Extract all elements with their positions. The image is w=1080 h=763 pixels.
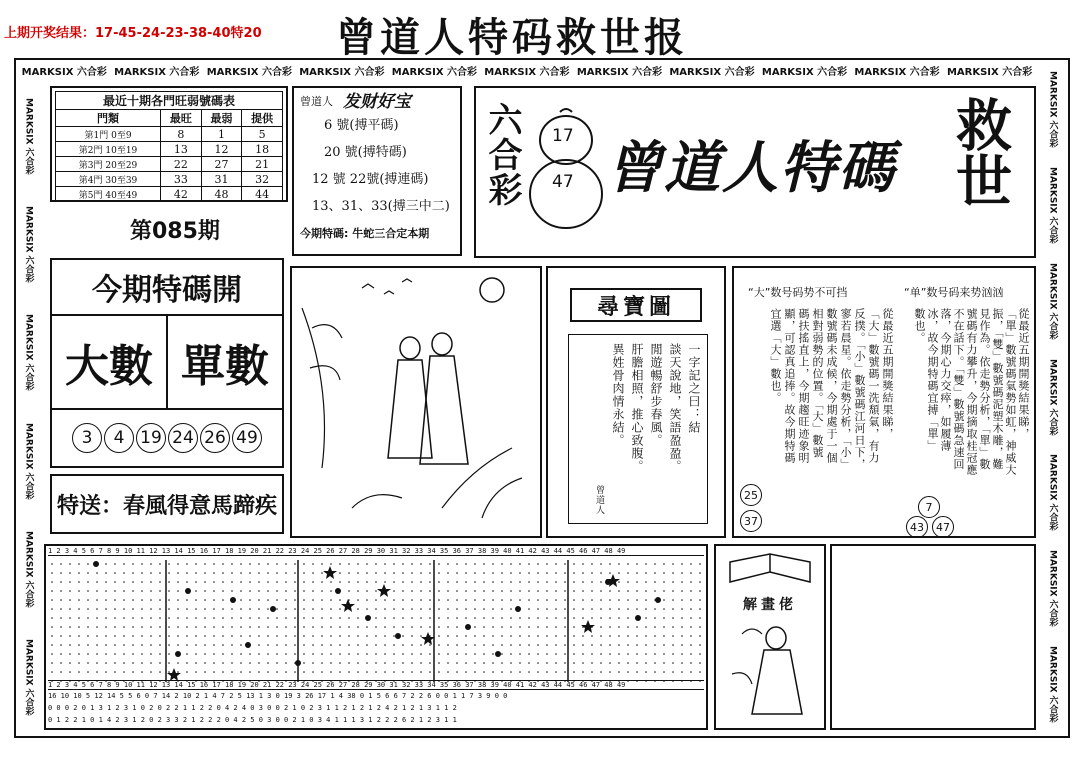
number-ball: 25 xyxy=(740,484,762,506)
column-header: 最弱 xyxy=(201,110,242,127)
strip-label: MARKSIX 六合彩 xyxy=(1047,358,1058,436)
strip-label: MARKSIX 六合彩 xyxy=(23,97,34,175)
strip-label: MARKSIX 六合彩 xyxy=(1047,71,1058,149)
table-cell: 1 xyxy=(201,127,242,142)
trend-table-title: 最近十期各門旺弱號碼表 xyxy=(56,92,283,110)
column-header: 最旺 xyxy=(161,110,202,127)
strip-label: MARKSIX 六合彩 xyxy=(761,66,848,78)
table-cell: 18 xyxy=(242,142,283,157)
numbers-grid xyxy=(44,544,708,730)
table-cell: 22 xyxy=(161,157,202,172)
grid-stat-row: 0 0 0 2 0 1 3 1 2 3 1 0 2 0 2 2 1 1 2 2 0 4 2 4 0 3 0 0 2 1 0 2 3 1 1 2 1 2 1 2 4 2 1 2 1 3 1 1 2 xyxy=(48,704,457,712)
recommend-heading-right: 发财好宝 xyxy=(343,92,411,112)
strip-label: MARKSIX 六合彩 xyxy=(23,422,34,500)
table-cell: 5 xyxy=(242,127,283,142)
strip-label: MARKSIX 六合彩 xyxy=(23,639,34,717)
number-ball: 3 xyxy=(72,423,102,453)
special-big: 大數 xyxy=(52,316,168,408)
number-ball: 26 xyxy=(200,423,230,453)
special-numbers xyxy=(50,408,284,468)
analysis-line: 寥若晨星。依走勢分析，「小」 xyxy=(839,308,852,471)
table-cell: 42 xyxy=(161,187,202,202)
analysis-line: 從最近五期開獎結果睇， xyxy=(881,308,894,440)
logo-ball-top: 17 xyxy=(552,126,574,146)
table-row xyxy=(56,127,283,142)
table-cell: 第1門 0至9 xyxy=(56,127,161,142)
strip-label: MARKSIX 六合彩 xyxy=(391,66,478,78)
analysis-line: 相對弱勢的位置。「大」數號 xyxy=(811,308,824,459)
analysis-line: 顯，可認真追捧。故今期特碼 xyxy=(783,308,796,464)
table-cell: 44 xyxy=(242,187,283,202)
recommend-line: 6 號(搏平碼) xyxy=(324,118,399,133)
treasure-signature: 曾道人 xyxy=(594,485,604,515)
logo-title-right: 救世 xyxy=(947,96,1013,208)
treasure-line: 肝膽相照，推心致腹。 xyxy=(630,343,644,473)
analysis-line: 「大」數號碼一洗頹氣，有力 xyxy=(867,308,880,464)
grid-dots xyxy=(48,560,704,682)
special-single: 單數 xyxy=(181,341,269,392)
grid-stat-row: 0 1 2 2 1 0 1 4 2 3 1 2 0 2 3 3 2 1 2 2 2 0 4 2 5 0 3 0 0 2 1 0 3 4 1 1 1 3 1 2 2 2 6 2 1 2 3 1 1 xyxy=(48,716,457,724)
special-code-box xyxy=(50,258,284,410)
treasure-line: 閒遊暢舒步春風。 xyxy=(649,343,663,447)
table-row xyxy=(56,157,283,172)
logo-ball-bottom: 47 xyxy=(552,172,574,192)
logo-banner xyxy=(474,86,1036,258)
strip-label: MARKSIX 六合彩 xyxy=(1047,167,1058,244)
analysis-line: 數號碼未成候，今期處于一個 xyxy=(825,308,838,464)
strip-label: MARKSIX 六合彩 xyxy=(946,66,1033,78)
analysis-left-text xyxy=(764,308,894,528)
strip-label: MARKSIX 六合彩 xyxy=(299,66,385,78)
table-row xyxy=(56,172,283,187)
trend-table-box xyxy=(50,86,288,202)
analysis-line: 「單」數號碼氣勢如虹，神威大 xyxy=(1004,308,1017,476)
analysis-line: 從最近五期開獎結果睇， xyxy=(1017,308,1030,440)
strip-label: MARKSIX 六合彩 xyxy=(1047,645,1058,723)
analysis-line: 落，今期心力交瘁，如履薄 xyxy=(939,308,952,452)
logo-left-chars: 六合彩 xyxy=(482,102,522,207)
analysis-line: 數也。 xyxy=(913,308,926,344)
recommend-line: 12 號 22號(搏連碼) xyxy=(312,172,429,187)
column-header: 門類 xyxy=(56,110,161,127)
number-ball: 43 xyxy=(906,516,928,538)
trend-table xyxy=(55,91,283,202)
marksix-strip-top xyxy=(18,60,1036,80)
strip-label: MARKSIX 六合彩 xyxy=(1047,550,1058,627)
strip-label: MARKSIX 六合彩 xyxy=(1047,454,1058,532)
table-cell: 8 xyxy=(161,127,202,142)
number-ball: 37 xyxy=(740,510,762,532)
analysis-line: 冰，故今期特碼宜搏「單」 xyxy=(926,308,939,452)
table-cell: 12 xyxy=(201,142,242,157)
analysis-line: 振，「雙」數號碼泥塑木雕，難 xyxy=(991,308,1004,471)
illustration-box xyxy=(290,266,542,538)
treasure-box xyxy=(546,266,726,538)
treasure-line: 一字記之曰：結 xyxy=(687,343,701,434)
analysis-line: 碼扶搖直上，今期趨旺迹象明 xyxy=(797,308,810,464)
grid-header: 1 2 3 4 5 6 7 8 9 10 11 12 13 14 15 16 17 18 19 20 21 22 23 24 25 26 27 28 29 30 31 32 33 34 35 36 37 38 39 40 41 42 43 44 45 46 47 48 49 xyxy=(48,547,704,556)
marksix-strip-left xyxy=(18,82,40,732)
analysis-line: 號碼有力攀升，今期摘取桂冠應 xyxy=(965,308,978,476)
table-cell: 13 xyxy=(161,142,202,157)
table-cell: 48 xyxy=(201,187,242,202)
grid-stat-row: 16 10 10 5 12 14 5 5 6 0 7 14 2 10 2 1 4 7 2 5 13 1 3 0 19 3 26 17 1 4 38 0 1 5 6 6 7 2 2 6 0 0 1 1 7 3 9 0 0 xyxy=(48,692,508,700)
logo-title: 曾道人特碼 xyxy=(606,135,896,201)
table-cell: 21 xyxy=(242,157,283,172)
previous-result: 上期开奖结果：17-45-24-23-38-40特20 xyxy=(4,26,262,41)
immortal-illustration xyxy=(722,614,820,724)
marksix-strip-right xyxy=(1042,62,1064,732)
number-ball: 24 xyxy=(168,423,198,453)
analysis-line: 見作為。依走勢分析，「單」數 xyxy=(978,308,991,471)
issue-number: 第085期 xyxy=(130,219,220,244)
column-header: 提供 xyxy=(242,110,283,127)
number-ball: 7 xyxy=(918,496,940,518)
strip-label: MARKSIX 六合彩 xyxy=(854,66,940,78)
number-ball: 47 xyxy=(932,516,954,538)
table-cell: 27 xyxy=(201,157,242,172)
blank-box xyxy=(830,544,1036,730)
recommend-line: 今期特碼: 牛蛇三合定本期 xyxy=(300,227,430,240)
analysis-line: 反撲。「小」數號碼江河日下， xyxy=(853,308,866,471)
recommend-heading-left: 曾道人 xyxy=(300,95,333,108)
analysis-line: 不在話下。「雙」數號碼急速回 xyxy=(952,308,965,471)
gourd-icon xyxy=(526,106,608,230)
table-row xyxy=(56,142,283,157)
strip-label: MARKSIX 六合彩 xyxy=(23,206,34,283)
strip-label: MARKSIX 六合彩 xyxy=(484,66,570,78)
strip-label: MARKSIX 六合彩 xyxy=(669,66,755,78)
treasure-title: 尋寶圖 xyxy=(570,288,702,322)
special-send: 特送：春風得意馬蹄疾 xyxy=(50,474,284,534)
strip-label: MARKSIX 六合彩 xyxy=(1047,262,1058,340)
treasure-line: 談天說地，笑語盈盈。 xyxy=(668,343,682,473)
strip-label: MARKSIX 六合彩 xyxy=(23,314,34,392)
table-cell: 32 xyxy=(242,172,283,187)
riddle-title: 解畫佬 xyxy=(743,597,797,613)
two-scholars-illustration xyxy=(292,268,540,536)
treasure-scroll xyxy=(568,334,708,524)
strip-label: MARKSIX 六合彩 xyxy=(23,531,34,608)
strip-label: MARKSIX 六合彩 xyxy=(114,66,200,78)
analysis-heading-right: “单”数号码来势汹汹 xyxy=(904,286,1004,299)
strip-label: MARKSIX 六合彩 xyxy=(21,66,107,78)
number-ball: 4 xyxy=(104,423,134,453)
table-cell: 33 xyxy=(161,172,202,187)
number-ball: 49 xyxy=(232,423,262,453)
grid-footer-header: 1 2 3 4 5 6 7 8 9 10 11 12 13 14 15 16 17 18 19 20 21 22 23 24 25 26 27 28 29 30 31 32 33 34 35 36 37 38 39 40 41 42 43 44 45 46 47 48 49 xyxy=(48,680,704,690)
table-cell: 第4門 30至39 xyxy=(56,172,161,187)
analysis-line: 宜選「大」數也。 xyxy=(769,308,782,404)
table-cell: 第2門 10至19 xyxy=(56,142,161,157)
analysis-box xyxy=(732,266,1036,538)
analysis-right-text xyxy=(912,308,1030,498)
recommend-line: 13、31、33(搏三中二) xyxy=(312,199,450,214)
table-cell: 31 xyxy=(201,172,242,187)
table-cell: 第3門 20至29 xyxy=(56,157,161,172)
analysis-heading-left: “大”数号码势不可挡 xyxy=(748,286,848,299)
table-cell: 第5門 40至49 xyxy=(56,187,161,202)
strip-label: MARKSIX 六合彩 xyxy=(206,66,292,78)
strip-label: MARKSIX 六合彩 xyxy=(576,66,663,78)
special-heading: 今期特碼開 xyxy=(52,260,282,316)
book-icon xyxy=(720,552,820,592)
riddle-box xyxy=(714,544,826,730)
recommend-box xyxy=(292,86,462,256)
recommend-line: 20 號(搏特碼) xyxy=(324,145,407,160)
treasure-line: 異姓骨肉情永結。 xyxy=(611,343,625,447)
masthead-title: 曾道人特码救世报 xyxy=(336,14,688,61)
table-row xyxy=(56,187,283,202)
number-ball: 19 xyxy=(136,423,166,453)
